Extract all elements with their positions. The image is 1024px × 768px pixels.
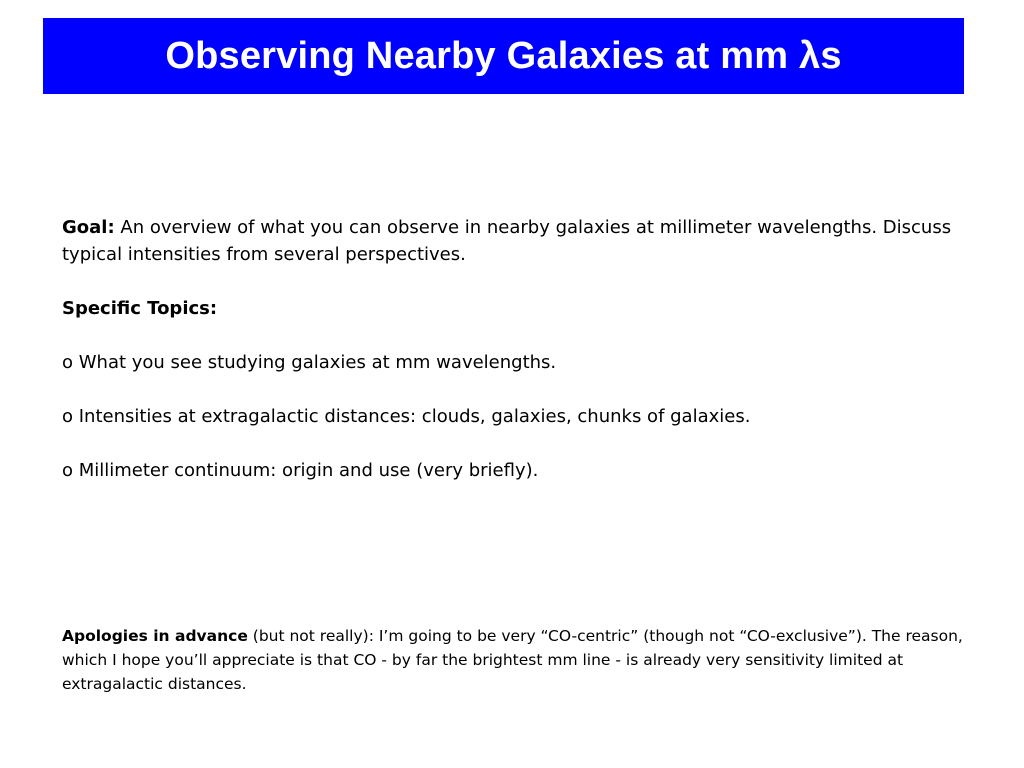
- apology-note: [62, 624, 992, 696]
- goal-paragraph: [62, 214, 962, 268]
- goal-text: An overview of what you can observe in nearby galaxies at millimeter wavelengths. Discuss typical intensities from several perspectives.: [62, 217, 952, 265]
- spacer: [62, 268, 962, 295]
- spacer: [62, 430, 962, 457]
- apology-label: Apologies in advance: [62, 627, 248, 645]
- slide-title: Observing Nearby Galaxies at mm λs: [165, 34, 842, 77]
- topic-item-3: o Millimeter continuum: origin and use (very briefly).: [62, 460, 539, 481]
- slide-body: [62, 214, 962, 484]
- spacer: [62, 322, 962, 349]
- spacer: [62, 376, 962, 403]
- goal-label: Goal:: [62, 217, 115, 238]
- topic-item-2: o Intensities at extragalactic distances: clouds, galaxies, chunks of galaxies.: [62, 406, 751, 427]
- apology-paragraph: [62, 624, 992, 696]
- topics-heading: Specific Topics:: [62, 298, 218, 319]
- topic-item-1: o What you see studying galaxies at mm wavelengths.: [62, 352, 557, 373]
- apology-text: (but not really): I’m going to be very “CO-centric” (though not “CO-exclusive”). The reason, which I hope you’ll appreciate is that CO - by far the brightest mm line - is already very sensitivity limited at extragalactic distances.: [62, 627, 963, 693]
- title-bar: [43, 18, 964, 94]
